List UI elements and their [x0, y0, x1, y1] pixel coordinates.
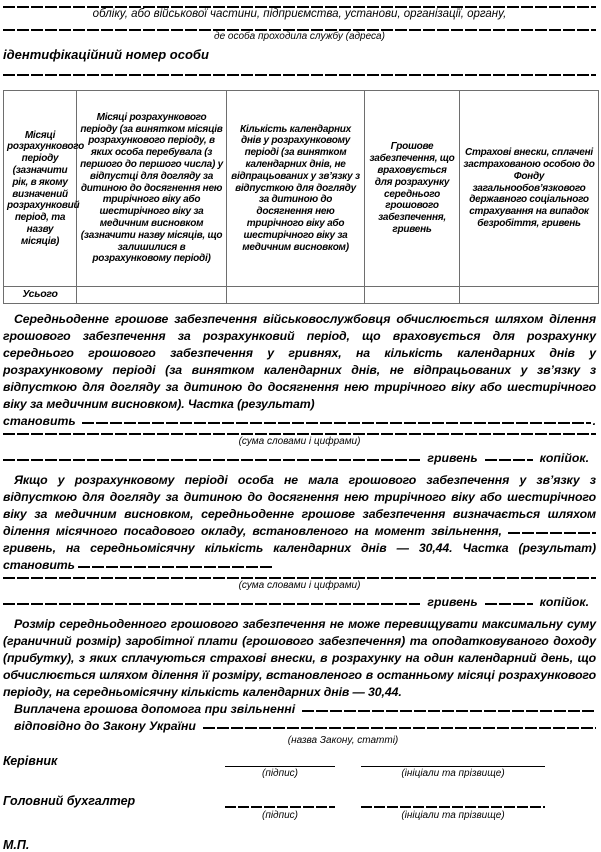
law-caption: (назва Закону, статті)	[287, 734, 399, 746]
paid-allowance-label: Виплачена грошова допомога при звільненні	[14, 701, 296, 716]
sum-caption-1: (сума словами і цифрами)	[238, 435, 361, 447]
manager-signature-caption: (підпис)	[262, 767, 298, 779]
hryven-blank-2[interactable]	[3, 594, 420, 606]
law-row	[3, 718, 596, 735]
salary-blank[interactable]	[508, 523, 596, 535]
paid-allowance-row	[3, 701, 596, 718]
id-number-fill-line[interactable]	[3, 72, 596, 76]
col-header-insurance-contributions: Страхові внески, сплачені застрахованою особою до Фонду загальнообов’язкового державного соціального страхування на випадок безробіття, гривень	[460, 91, 599, 287]
result-line-1	[3, 413, 596, 430]
kopiyok-label-1: копійок.	[539, 450, 589, 465]
accountant-signature-row	[3, 794, 596, 822]
seal-placeholder: М.П.	[3, 837, 30, 852]
accountant-signature-line[interactable]	[225, 806, 335, 809]
col-header-months-excluding: Місяці розрахункового періоду (за винятком місяців розрахункового періоду, в яких особа перебувала (з першого до першого числа) у відпустці для догляду за дитиною до досягнення нею трирічного віку або шестирічного віку за медичним висновком (зазначити назву місяців, що залишилися в розрахунковому періоді)	[77, 91, 227, 287]
result-label-1: становить	[3, 413, 76, 428]
kopiyok-blank-2[interactable]	[485, 594, 533, 606]
hryven-label-2: гривень	[427, 594, 478, 609]
total-cell-provision[interactable]	[365, 287, 460, 304]
calculation-table	[3, 90, 599, 304]
manager-name-line[interactable]	[361, 766, 545, 767]
accountant-signature-caption: (підпис)	[262, 809, 298, 821]
kopiyok-label-2: копійок.	[539, 594, 589, 609]
manager-label: Керівник	[3, 753, 58, 768]
result-period-1: .	[592, 413, 596, 428]
total-label-cell: Усього	[4, 287, 77, 304]
unit-caption: обліку, або військової частини, підприємства, установи, організації, органу,	[92, 8, 507, 20]
manager-signature-line[interactable]	[225, 766, 335, 767]
hryven-kopiyok-row-1	[3, 450, 596, 466]
id-number-label: ідентифікаційний номер особи	[3, 47, 209, 62]
accountant-label: Головний бухгалтер	[3, 793, 136, 808]
col-header-months: Місяці розрахункового періоду (зазначити рік, в якому визначений розрахунковий період, та назву місяців)	[4, 91, 77, 287]
hryven-kopiyok-row-2	[3, 594, 596, 610]
accountant-name-line[interactable]	[361, 806, 545, 809]
manager-signature-row	[3, 754, 596, 780]
document-page	[0, 4, 601, 852]
law-label: відповідно до Закону України	[14, 718, 196, 733]
table-header-row	[4, 91, 599, 287]
col-header-calendar-days: Кількість календарних днів у розрахунковому періоді (за винятком календарних днів, не відпрацьованих у зв’язку з відпусткою для догляду за дитиною до досягнення нею трирічного віку або шестирічного віку за медичним висновком)	[227, 91, 365, 287]
table-total-row	[4, 287, 599, 304]
total-cell-days[interactable]	[227, 287, 365, 304]
paragraph-average-daily: Середньоденне грошове забезпечення військовослужбовця обчислюється шляхом ділення грошового забезпечення за розрахунковий період, що враховується для розрахунку середнього грошового забезпечення у гривнях, на кількість календарних днів у розрахунковому періоді (за винятком календарних днів, не відпрацьованих у зв’язку з відпусткою для догляду за дитиною до досягнення нею трирічного віку або шестирічного віку за медичним висновком). Частка (результат)	[3, 311, 596, 411]
sum-caption-2: (сума словами і цифрами)	[238, 579, 361, 591]
result-blank-2[interactable]	[78, 557, 274, 569]
address-caption: де особа проходила службу (адреса)	[214, 31, 385, 42]
col-header-monetary-provision: Грошове забезпечення, що враховується для розрахунку середнього грошового забезпечення, гривень	[365, 91, 460, 287]
p2-text-before: Якщо у розрахунковому періоді особа не мала грошового забезпечення у зв’язку з відпусткою для догляду за дитиною до досягнення нею трирічного віку або шестирічного віку за медичним висновком, середньоденне грошове забезпечення визначається шляхом ділення місячного посадового окладу, встановленого на момент звільнення,	[3, 472, 596, 538]
total-cell-contributions[interactable]	[460, 287, 599, 304]
hryven-label-1: гривень	[427, 450, 478, 465]
result-blank-1[interactable]	[82, 413, 591, 425]
paragraph-no-provision	[3, 472, 596, 574]
paid-allowance-blank[interactable]	[302, 701, 596, 713]
total-cell-months[interactable]	[77, 287, 227, 304]
accountant-name-caption: (ініціали та прізвище)	[401, 809, 505, 821]
p2-text-after: гривень, на середньомісячну кількість календарних днів — 30,44. Частка (результат) становить	[3, 540, 596, 572]
manager-name-caption: (ініціали та прізвище)	[401, 767, 505, 779]
law-blank[interactable]	[203, 718, 596, 730]
paragraph-max-size: Розмір середньоденного грошового забезпечення не може перевищувати максимальну суму (граничний розмір) заробітної плати (грошового забезпечення) та оподатковуваного доходу (прибутку), з яких сплачуються страхові внески, в розрахунку на один календарний день, що обчислюється шляхом ділення її розміру, встановленого в останньому місяці розрахункового періоду, на середньомісячну кількість календарних днів — 30,44.	[3, 616, 596, 699]
kopiyok-blank-1[interactable]	[485, 450, 533, 462]
hryven-blank-1[interactable]	[3, 450, 420, 462]
